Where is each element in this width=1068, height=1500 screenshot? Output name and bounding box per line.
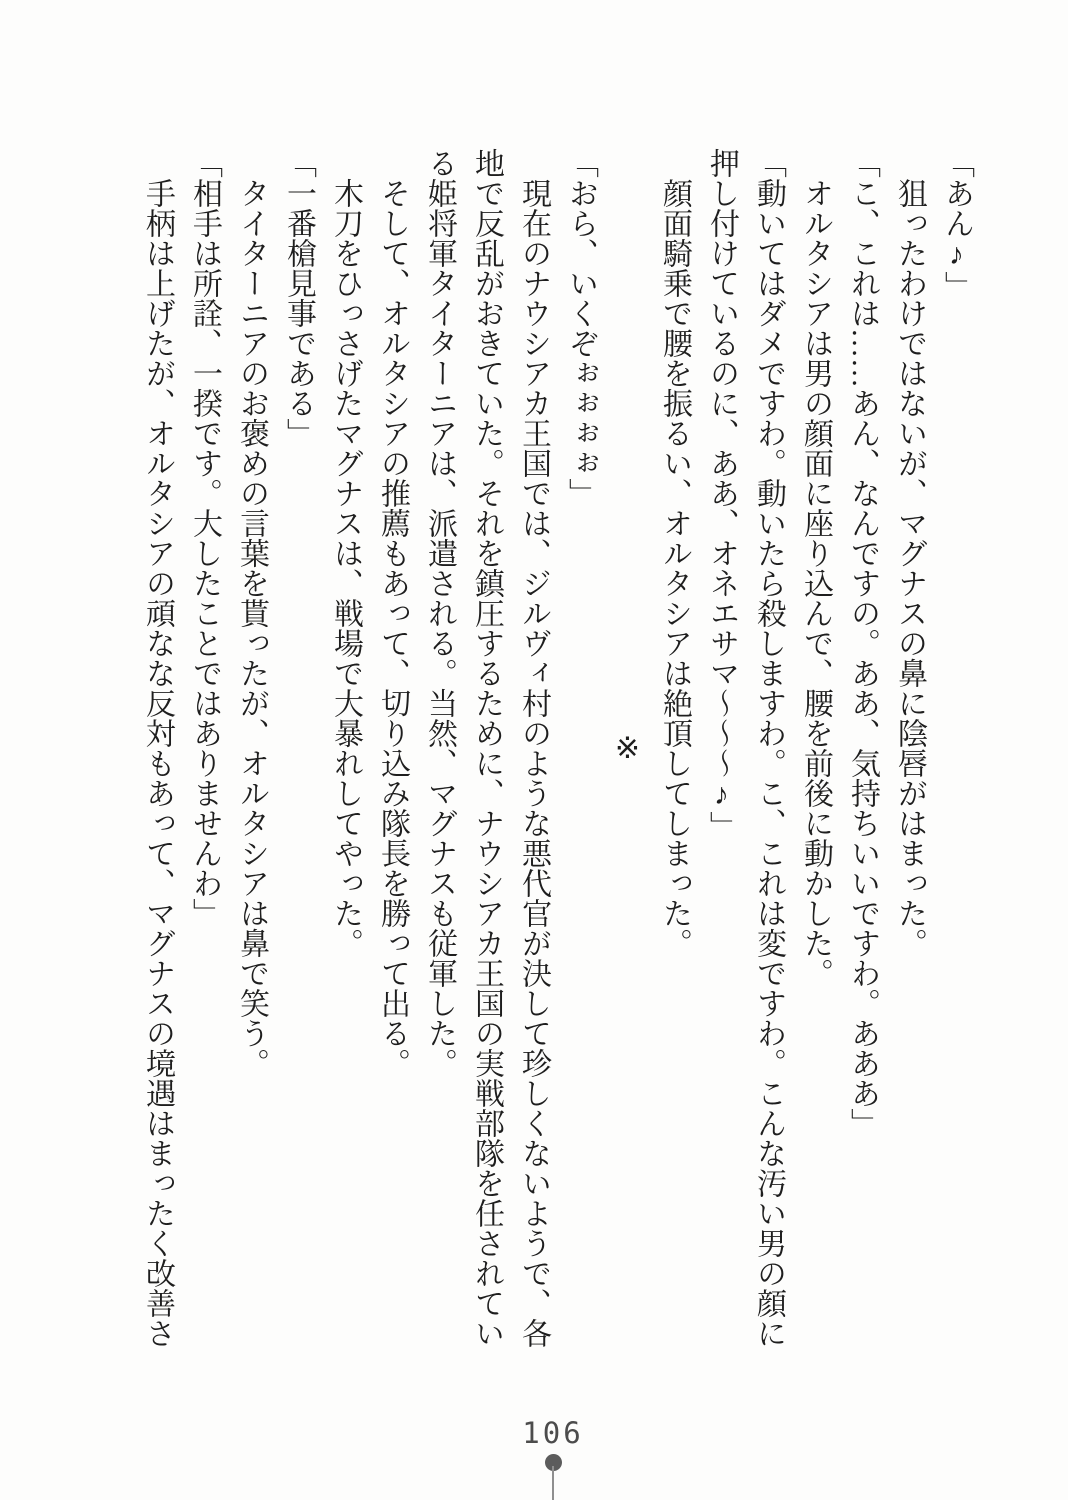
narrative-line: オルタシアは男の顔面に座り込んで、腰を前後に動かした。 — [799, 178, 832, 988]
page-text — [134, 148, 980, 1348]
page-number: 106 — [522, 1416, 584, 1450]
dialogue-line: 「こ、これは……あん、なんですの。ああ、気持ちいいですわ。あああ」 — [846, 148, 879, 1138]
dialogue-line: 「動いてはダメですわ。動いたら殺しますわ。こ、これは変ですわ。こんな汚い男の顔に押し付けているのに、ああ、オネエサマ〜〜〜♪」 — [705, 148, 785, 1348]
dialogue-line: 「あん♪」 — [940, 148, 973, 301]
narrative-line: 手柄は上げたが、オルタシアの頑なな反対もあって、マグナスの境遇はまったく改善さ — [141, 178, 174, 1348]
section-separator: ※ — [611, 730, 644, 766]
dialogue-line: 「相手は所詮、一揆です。大したことではありませんわ」 — [188, 148, 221, 928]
dialogue-line: 「おら、いくぞぉぉぉぉ」 — [564, 148, 597, 508]
dialogue-line: 「一番槍見事である」 — [282, 148, 315, 448]
narrative-line: タイターニアのお褒めの言葉を貰ったが、オルタシアは鼻で笑う。 — [235, 178, 268, 1078]
narrative-line: 現在のナウシアカ王国では、ジルヴィ村のような悪代官が決して珍しくないようで、各地で反乱がおきていた。それを鎮圧するために、ナウシアカ王国の実戦部隊を任されている姫将軍タイターニアは、派遣される。当然、マグナスも従軍した。 — [423, 148, 550, 1348]
narrative-line: 顔面騎乗で腰を振るい、オルタシアは絶頂してしまった。 — [658, 178, 691, 958]
narrative-line: 狙ったわけではないが、マグナスの鼻に陰唇がはまった。 — [893, 178, 926, 958]
ornament-stem — [552, 1466, 554, 1500]
narrative-line: そして、オルタシアの推薦もあって、切り込み隊長を勝って出る。 — [376, 178, 409, 1078]
narrative-line: 木刀をひっさげたマグナスは、戦場で大暴れしてやった。 — [329, 178, 362, 958]
